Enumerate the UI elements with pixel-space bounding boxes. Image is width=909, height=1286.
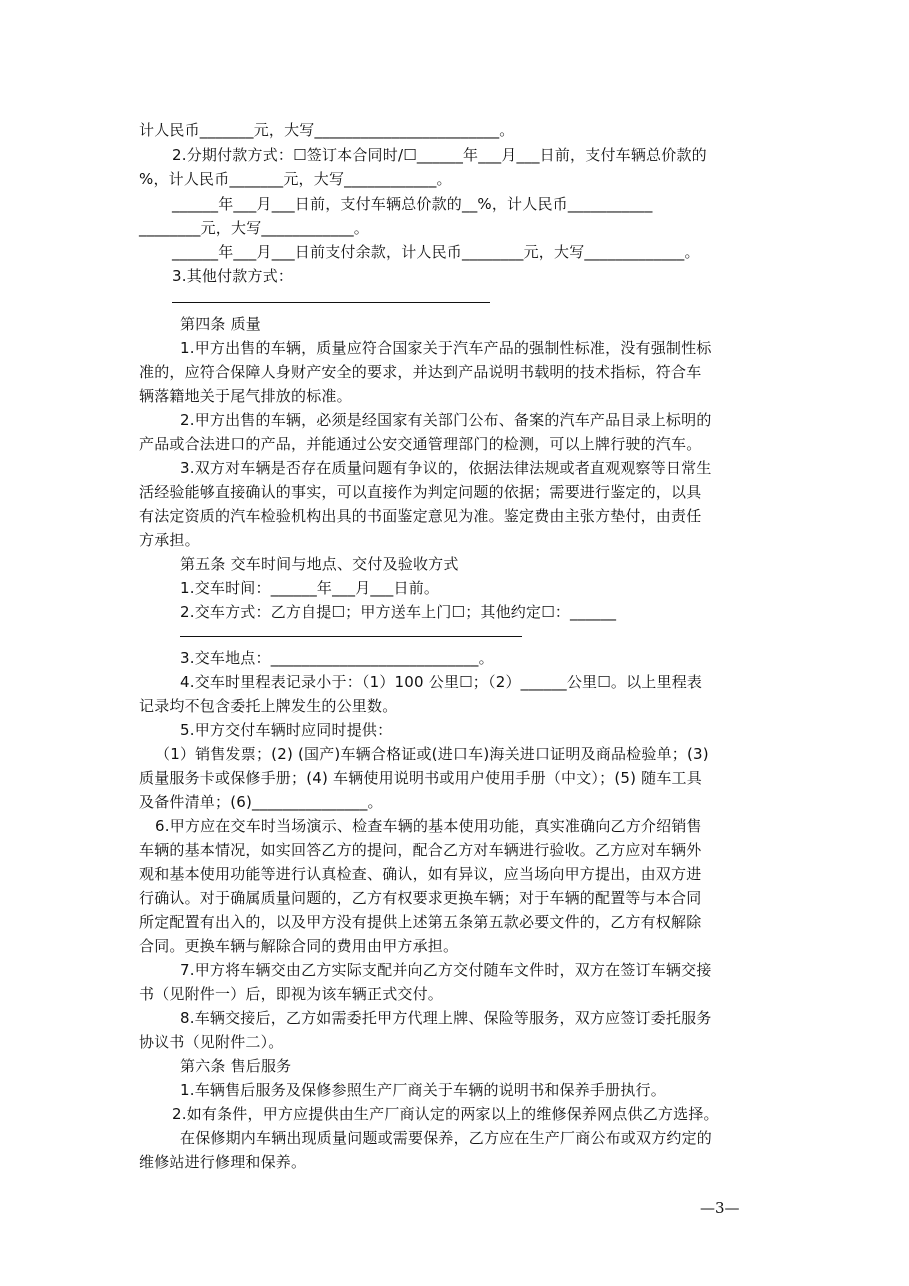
inspection-clause-cont1: 车辆的基本情况，如实回答乙方的提问，配合乙方对车辆进行验收。乙方应对车辆外 bbox=[139, 841, 702, 859]
delivery-method-blank bbox=[180, 636, 522, 637]
quality-clause-2-cont: 产品或合法进口的产品，并能通过公安交通管理部门的检测，可以上牌行驶的汽车。 bbox=[139, 435, 702, 453]
article-5-heading: 第五条 交车时间与地点、交付及验收方式 bbox=[180, 555, 459, 573]
documents-list-line: （1）销售发票；(2) (国产)车辆合格证或(进口车)海关进口证明及商品检验单；(3) bbox=[155, 745, 709, 763]
inspection-clause-end: 合同。更换车辆与解除合同的费用由甲方承担。 bbox=[139, 937, 459, 955]
after-sales-clause-1: 1.车辆售后服务及保修参照生产厂商关于车辆的说明书和保养手册执行。 bbox=[180, 1081, 666, 1099]
documents-intro-line: 5.甲方交付车辆时应同时提供： bbox=[180, 721, 393, 739]
after-sales-clause-2: 2.如有条件，甲方应提供由生产厂商认定的两家以上的维修保养网点供乙方选择。 bbox=[172, 1105, 719, 1123]
quality-clause-3-end: 方承担。 bbox=[139, 531, 200, 549]
delivery-method-line: 2.交车方式：乙方自提☐；甲方送车上门☐；其他约定☐：______ bbox=[180, 603, 617, 621]
registration-clause-cont: 协议书（见附件二）。 bbox=[139, 1033, 284, 1051]
quality-clause-1-cont: 准的，应符合保障人身财产安全的要求，并达到产品说明书载明的技术指标，符合车 bbox=[139, 363, 702, 381]
handover-clause-cont: 书（见附件一）后，即视为该车辆正式交付。 bbox=[139, 985, 444, 1003]
installment-payment-cont: %，计人民币_______元，大写____________。 bbox=[139, 170, 452, 188]
documents-list-end: 及备件清单；(6)_______________。 bbox=[139, 793, 383, 811]
handover-clause: 7.甲方将车辆交由乙方实际支配并向乙方交付随车文件时，双方在签订车辆交接 bbox=[180, 961, 712, 979]
inspection-clause-cont4: 所定配置有出入的，以及甲方没有提供上述第五条第五款必要文件的，乙方有权解除 bbox=[139, 913, 702, 931]
quality-clause-2: 2.甲方出售的车辆，必须是经国家有关部门公布、备案的汽车产品目录上标明的 bbox=[180, 411, 712, 429]
warranty-service-end: 维修站进行修理和保养。 bbox=[139, 1153, 307, 1171]
quality-clause-3-cont: 活经验能够直接确认的事实，可以直接作为判定问题的依据；需要进行鉴定的，以具 bbox=[139, 483, 702, 501]
installment-payment-line: 2.分期付款方式：☐签订本合同时/☐______年___月___日前，支付车辆总价款的 bbox=[172, 146, 707, 164]
odometer-line: 4.交车时里程表记录小于：（1）100 公里☐；（2）______公里☐。以上里程表 bbox=[180, 673, 703, 691]
article-6-heading: 第六条 售后服务 bbox=[180, 1057, 292, 1075]
warranty-service-line: 在保修期内车辆出现质量问题或需要保养，乙方应在生产厂商公布或双方约定的 bbox=[180, 1129, 713, 1147]
other-payment-blank bbox=[172, 302, 490, 303]
registration-clause: 8.车辆交接后，乙方如需委托甲方代理上牌、保险等服务，双方应签订委托服务 bbox=[180, 1009, 712, 1027]
inspection-clause: 6.甲方应在交车时当场演示、检查车辆的基本使用功能，真实准确向乙方介绍销售 bbox=[155, 817, 702, 835]
article-4-heading: 第四条 质量 bbox=[180, 315, 261, 333]
quality-clause-1-end: 辆落籍地关于尾气排放的标准。 bbox=[139, 387, 352, 405]
quality-clause-3: 3.双方对车辆是否存在质量问题有争议的，依据法律法规或者直观观察等日常生 bbox=[180, 459, 712, 477]
other-payment-line: 3.其他付款方式： bbox=[172, 267, 294, 285]
page-number: —3— bbox=[700, 1199, 740, 1217]
odometer-line-cont: 记录均不包含委托上牌发生的公里数。 bbox=[139, 697, 398, 715]
quality-clause-1: 1.甲方出售的车辆，质量应符合国家关于汽车产品的强制性标准，没有强制性标 bbox=[180, 339, 712, 357]
payment-line-1: 计人民币_______元，大写________________________。 bbox=[139, 121, 515, 139]
quality-clause-3-cont2: 有法定资质的汽车检验机构出具的书面鉴定意见为准。鉴定费由主张方垫付，由责任 bbox=[139, 507, 702, 525]
installment-second-cont: ________元，大写____________。 bbox=[139, 219, 370, 237]
delivery-time-line: 1.交车时间：______年___月___日前。 bbox=[180, 579, 440, 597]
inspection-clause-cont3: 行确认。对于确属质量问题的，乙方有权要求更换车辆；对于车辆的配置等与本合同 bbox=[139, 889, 702, 907]
inspection-clause-cont2: 观和基本使用功能等进行认真检查、确认，如有异议，应当场向甲方提出，由双方进 bbox=[139, 865, 702, 883]
installment-second-line: ______年___月___日前，支付车辆总价款的__%，计人民币___________ bbox=[172, 195, 653, 213]
delivery-place-line: 3.交车地点：___________________________。 bbox=[180, 649, 494, 667]
installment-balance-line: ______年___月___日前支付余款，计人民币________元，大写_____________。 bbox=[172, 243, 700, 261]
documents-list-cont: 质量服务卡或保修手册；(4) 车辆使用说明书或用户使用手册（中文）；(5) 随车工具 bbox=[139, 769, 702, 787]
